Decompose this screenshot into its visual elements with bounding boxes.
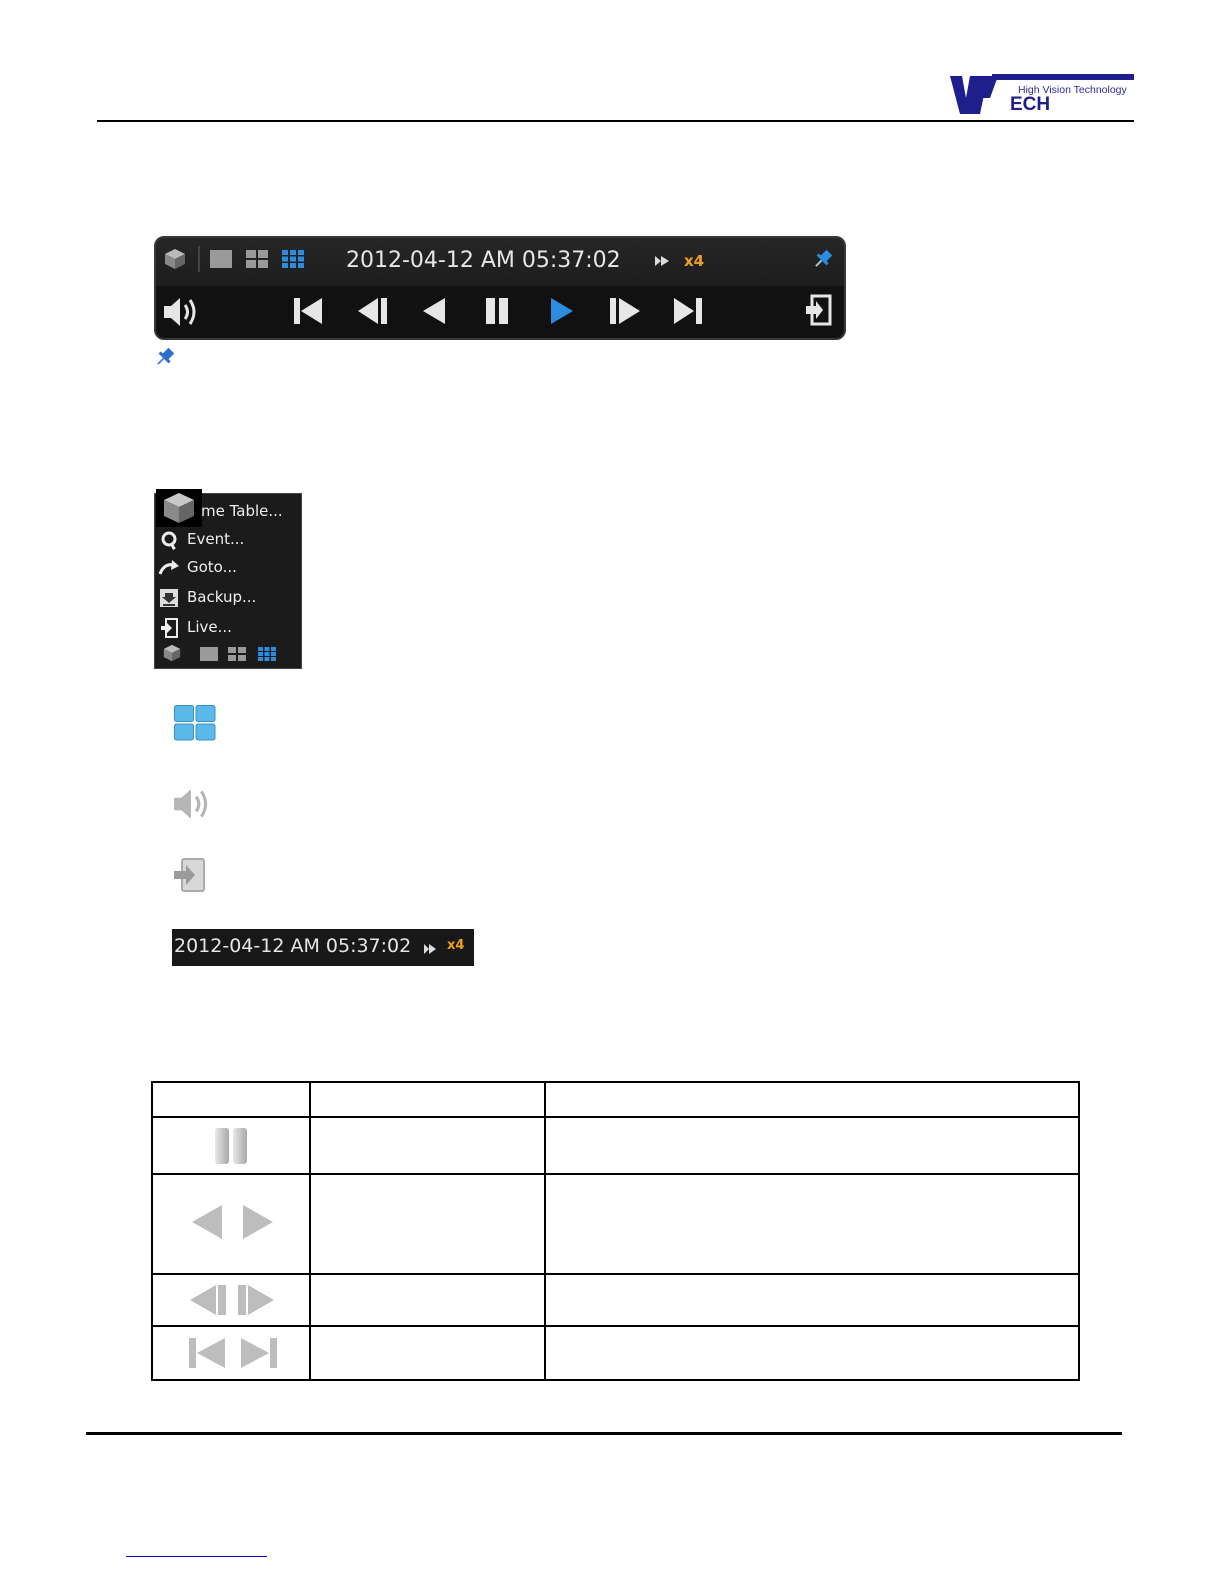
table-row xyxy=(153,1327,309,1379)
cube-icon xyxy=(156,489,202,527)
playback-context-menu xyxy=(154,493,302,669)
skip-to-start-icon[interactable] xyxy=(292,296,324,330)
logo-wordmark: ECH xyxy=(1010,94,1051,115)
menu-label: Backup... xyxy=(187,588,257,606)
logo-tagline: High Vision Technology xyxy=(1018,84,1127,96)
skip-to-end-icon xyxy=(239,1336,279,1374)
pin-icon[interactable] xyxy=(812,248,834,274)
reverse-play-icon xyxy=(190,1203,224,1245)
datetime-text: 2012-04-12 AM 05:37:02 xyxy=(174,935,412,957)
volume-icon xyxy=(172,785,214,827)
download-icon xyxy=(160,589,178,611)
quad-view-icon xyxy=(174,705,216,745)
step-back-icon[interactable] xyxy=(356,296,390,330)
playback-datetime: 2012-04-12 AM 05:37:02 xyxy=(346,248,621,273)
volume-icon[interactable] xyxy=(162,294,202,334)
skip-to-end-icon[interactable] xyxy=(672,296,704,330)
menu-label: Goto... xyxy=(187,558,237,576)
table-row xyxy=(153,1275,309,1325)
toolbar-top-row xyxy=(156,238,844,286)
menu-label: me Table... xyxy=(201,502,283,520)
controls-table xyxy=(151,1081,1080,1381)
menu-item-backup[interactable] xyxy=(155,584,301,612)
pause-icon[interactable] xyxy=(484,296,512,330)
table-column-divider xyxy=(544,1083,546,1379)
step-forward-icon[interactable] xyxy=(608,296,642,330)
table-column-divider xyxy=(309,1083,311,1379)
pause-icon xyxy=(213,1127,249,1169)
nine-view-icon[interactable] xyxy=(282,250,304,272)
cube-icon[interactable] xyxy=(163,644,181,666)
menu-item-event[interactable] xyxy=(155,526,301,554)
exit-live-icon xyxy=(160,618,178,642)
footer-divider xyxy=(86,1432,1122,1435)
menu-item-live[interactable] xyxy=(155,614,301,642)
header-divider xyxy=(97,120,1134,122)
toolbar-divider xyxy=(198,246,200,272)
search-icon xyxy=(161,531,179,555)
table-row xyxy=(153,1118,309,1173)
menu-item-goto[interactable] xyxy=(155,554,301,582)
quad-view-icon[interactable] xyxy=(246,250,268,272)
play-icon[interactable] xyxy=(547,296,575,330)
company-logo xyxy=(948,72,1136,118)
toolbar-bottom-row xyxy=(156,286,844,338)
menu-label: Event... xyxy=(187,530,245,548)
menu-label: Live... xyxy=(187,618,232,636)
cube-icon[interactable] xyxy=(164,248,186,274)
single-view-icon[interactable] xyxy=(210,250,232,272)
exit-live-icon xyxy=(172,857,206,897)
nine-view-icon[interactable] xyxy=(258,646,276,665)
skip-to-start-icon xyxy=(187,1336,227,1374)
playback-speed: x4 xyxy=(684,252,705,270)
quad-view-icon[interactable] xyxy=(228,646,246,665)
reverse-play-icon[interactable] xyxy=(421,296,449,330)
playback-toolbar xyxy=(154,236,846,340)
pin-icon xyxy=(154,346,176,372)
step-forward-icon xyxy=(236,1283,276,1321)
play-icon xyxy=(241,1203,275,1245)
forward-arrow-icon xyxy=(424,940,438,959)
forward-arrow-icon xyxy=(655,253,671,272)
exit-live-icon[interactable] xyxy=(804,294,832,330)
step-back-icon xyxy=(188,1283,228,1321)
table-row xyxy=(153,1175,309,1273)
menu-item-time-table[interactable] xyxy=(155,498,301,526)
goto-arrow-icon xyxy=(158,560,180,580)
single-view-icon[interactable] xyxy=(200,646,218,665)
datetime-display xyxy=(172,929,474,966)
speed-text: x4 xyxy=(447,938,465,953)
footer-link-underline[interactable] xyxy=(126,1556,267,1557)
